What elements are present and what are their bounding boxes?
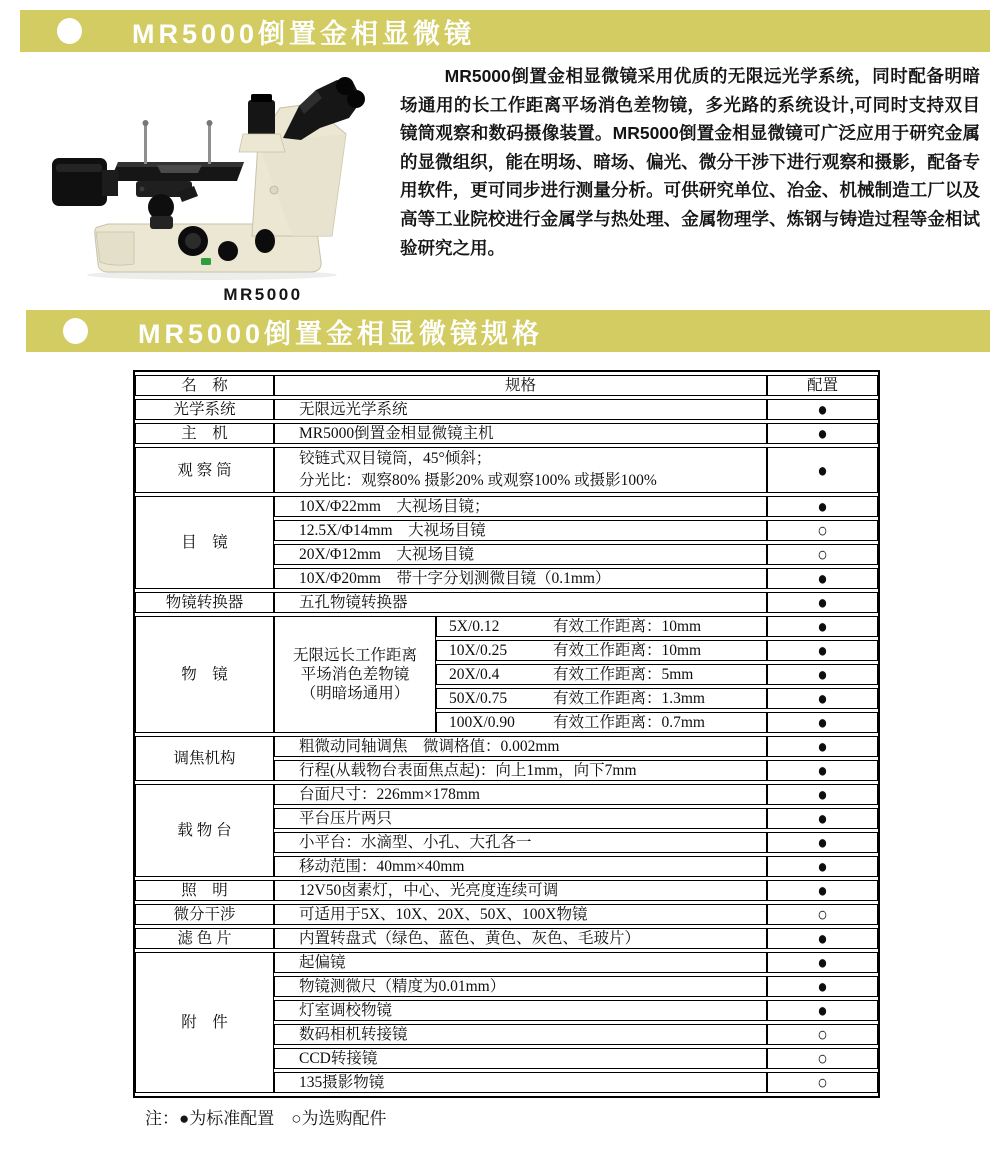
row-spec-cell: 行程(从载物台表面焦点起)：向上1mm，向下7mm bbox=[274, 760, 767, 781]
header-row bbox=[135, 375, 878, 396]
row-accessory bbox=[135, 952, 878, 973]
config-dot: ● bbox=[817, 1000, 828, 1021]
row-objective bbox=[135, 616, 878, 637]
row-name-cell: 滤 色 片 bbox=[135, 928, 274, 949]
row-spec-cell: 内置转盘式（绿色、蓝色、黄色、灰色、毛玻片） bbox=[274, 928, 767, 949]
row-spec-cell: 数码相机转接镜 bbox=[274, 1024, 767, 1045]
row-spec-cell: 五孔物镜转换器 bbox=[274, 592, 767, 613]
row-name-cell: 载 物 台 bbox=[135, 784, 274, 877]
bullet-icon bbox=[57, 18, 82, 44]
row-name-cell: 照 明 bbox=[135, 880, 274, 901]
col-header-config: 配置 bbox=[767, 375, 878, 396]
objective-wd: 有效工作距离：0.7mm bbox=[553, 714, 705, 731]
row-spec-cell: 12.5X/Φ14mm 大视场目镜 bbox=[274, 520, 767, 541]
row-name-cell: 目 镜 bbox=[135, 496, 274, 589]
row-illumination bbox=[135, 880, 878, 901]
row-observation-tube bbox=[135, 447, 878, 493]
row-name-cell: 附 件 bbox=[135, 952, 274, 1093]
config-dot: ● bbox=[817, 832, 828, 853]
config-dot: ○ bbox=[817, 1048, 828, 1069]
desc-line: （明暗场通用） bbox=[300, 685, 410, 702]
config-dot: ● bbox=[817, 423, 828, 444]
row-spec-cell: 台面尺寸：226mm×178mm bbox=[274, 784, 767, 805]
config-dot: ● bbox=[817, 976, 828, 997]
row-spec-cell: 灯室调校物镜 bbox=[274, 1000, 767, 1021]
row-spec-cell: 移动范围：40mm×40mm bbox=[274, 856, 767, 877]
row-name-cell: 调焦机构 bbox=[135, 736, 274, 781]
row-spec-cell: CCD转接镜 bbox=[274, 1048, 767, 1069]
row-spec-cell bbox=[436, 688, 767, 709]
photo-caption: MR5000 bbox=[223, 285, 303, 304]
config-dot: ● bbox=[817, 616, 828, 637]
objective-desc-cell bbox=[274, 616, 436, 733]
row-name-cell: 微分干涉 bbox=[135, 904, 274, 925]
page-title: MR5000倒置金相显微镜 bbox=[132, 18, 476, 49]
row-spec-cell: 20X/Φ12mm 大视场目镜 bbox=[274, 544, 767, 565]
spec-banner bbox=[26, 310, 990, 352]
col-header-name: 名 称 bbox=[135, 375, 274, 396]
row-main-unit bbox=[135, 423, 878, 444]
config-dot: ○ bbox=[817, 1072, 828, 1093]
row-spec-cell: 10X/Φ22mm 大视场目镜； bbox=[274, 496, 767, 517]
objective-wd: 有效工作距离：10mm bbox=[553, 618, 702, 635]
config-dot: ● bbox=[817, 688, 828, 709]
objective-mag: 10X/0.25 bbox=[449, 642, 508, 659]
config-dot: ● bbox=[817, 568, 828, 589]
row-name-cell: 光学系统 bbox=[135, 399, 274, 420]
config-dot: ● bbox=[817, 880, 828, 901]
microscope-photo bbox=[52, 64, 400, 286]
row-nosepiece bbox=[135, 592, 878, 613]
objective-wd: 有效工作距离：10mm bbox=[553, 642, 702, 659]
config-dot: ● bbox=[817, 760, 828, 781]
row-optical-system bbox=[135, 399, 878, 420]
row-spec-cell bbox=[274, 447, 767, 493]
config-dot: ● bbox=[817, 808, 828, 829]
top-banner bbox=[20, 10, 990, 52]
power-led bbox=[201, 258, 211, 265]
config-dot: ● bbox=[817, 664, 828, 685]
row-spec-cell: 可适用于5X、10X、20X、50X、100X物镜 bbox=[274, 904, 767, 925]
config-dot: ○ bbox=[817, 544, 828, 565]
spec-line: 分光比：观察80% 摄影20% 或观察100% 或摄影100% bbox=[299, 472, 657, 489]
config-dot: ● bbox=[817, 592, 828, 613]
row-spec-cell: MR5000倒置金相显微镜主机 bbox=[274, 423, 767, 444]
config-dot: ○ bbox=[817, 520, 828, 541]
row-name-cell: 物 镜 bbox=[135, 616, 274, 733]
row-name-cell: 主 机 bbox=[135, 423, 274, 444]
objective-mag: 5X/0.12 bbox=[449, 618, 500, 635]
row-spec-cell bbox=[436, 664, 767, 685]
config-dot: ● bbox=[817, 856, 828, 877]
spec-table bbox=[135, 372, 878, 1096]
config-dot: ○ bbox=[817, 904, 828, 925]
objective-mag: 100X/0.90 bbox=[449, 714, 515, 731]
config-dot: ● bbox=[817, 784, 828, 805]
row-spec-cell: 物镜测微尺（精度为0.01mm） bbox=[274, 976, 767, 997]
legend-note: 注：●为标准配置 ○为选购配件 bbox=[145, 1109, 387, 1128]
spec-table-frame bbox=[133, 370, 880, 1098]
row-spec-cell: 起偏镜 bbox=[274, 952, 767, 973]
row-spec-cell: 平台压片两只 bbox=[274, 808, 767, 829]
row-name-cell: 观 察 筒 bbox=[135, 447, 274, 493]
desc-line: 平场消色差物镜 bbox=[300, 666, 410, 683]
config-dot: ○ bbox=[817, 1024, 828, 1045]
bullet-icon bbox=[63, 318, 88, 344]
config-dot: ● bbox=[817, 640, 828, 661]
row-spec-cell bbox=[436, 640, 767, 661]
col-header-spec: 规格 bbox=[274, 375, 767, 396]
objective-mag: 50X/0.75 bbox=[449, 690, 508, 707]
objective-mag: 20X/0.4 bbox=[449, 666, 500, 683]
config-dot: ● bbox=[817, 496, 828, 517]
row-spec-cell bbox=[436, 712, 767, 733]
config-dot: ● bbox=[817, 399, 828, 420]
row-focus bbox=[135, 736, 878, 757]
row-filter bbox=[135, 928, 878, 949]
config-dot: ● bbox=[817, 712, 828, 733]
spec-line: 铰链式双目镜筒，45°倾斜； bbox=[299, 450, 492, 467]
row-spec-cell: 粗微动同轴调焦 微调格值：0.002mm bbox=[274, 736, 767, 757]
spec-title: MR5000倒置金相显微镜规格 bbox=[138, 318, 544, 349]
desc-line: 无限远长工作距离 bbox=[292, 647, 417, 664]
objective-wd: 有效工作距离：1.3mm bbox=[553, 690, 705, 707]
row-spec-cell bbox=[436, 616, 767, 637]
config-dot: ● bbox=[817, 459, 828, 481]
row-name-cell: 物镜转换器 bbox=[135, 592, 274, 613]
config-dot: ● bbox=[817, 928, 828, 949]
intro-paragraph: MR5000倒置金相显微镜采用优质的无限远光学系统，同时配备明暗场通用的长工作距离平场消色差物镜，多光路的系统设计,可同时支持双目镜筒观察和数码摄像装置。MR5000倒置金相显微镜可广泛应用于研究金属的显微组织，能在明场、暗场、偏光、微分干涉下进行观察和摄影，配备专用软件，更可同步进行测量分析。可供研究单位、冶金、机械制造工厂以及高等工业院校进行金属学与热处理、金属物理学、炼钢与铸造过程等金相试验研究之用。 bbox=[400, 66, 980, 258]
config-dot: ● bbox=[817, 736, 828, 757]
row-eyepiece bbox=[135, 496, 878, 517]
row-stage bbox=[135, 784, 878, 805]
row-dic bbox=[135, 904, 878, 925]
row-spec-cell: 10X/Φ20mm 带十字分划测微目镜（0.1mm） bbox=[274, 568, 767, 589]
config-dot: ● bbox=[817, 952, 828, 973]
row-spec-cell: 无限远光学系统 bbox=[274, 399, 767, 420]
objective-wd: 有效工作距离：5mm bbox=[553, 666, 694, 683]
row-spec-cell: 12V50卤素灯，中心、光亮度连续可调 bbox=[274, 880, 767, 901]
row-spec-cell: 135摄影物镜 bbox=[274, 1072, 767, 1093]
row-spec-cell: 小平台：水滴型、小孔、大孔各一 bbox=[274, 832, 767, 853]
